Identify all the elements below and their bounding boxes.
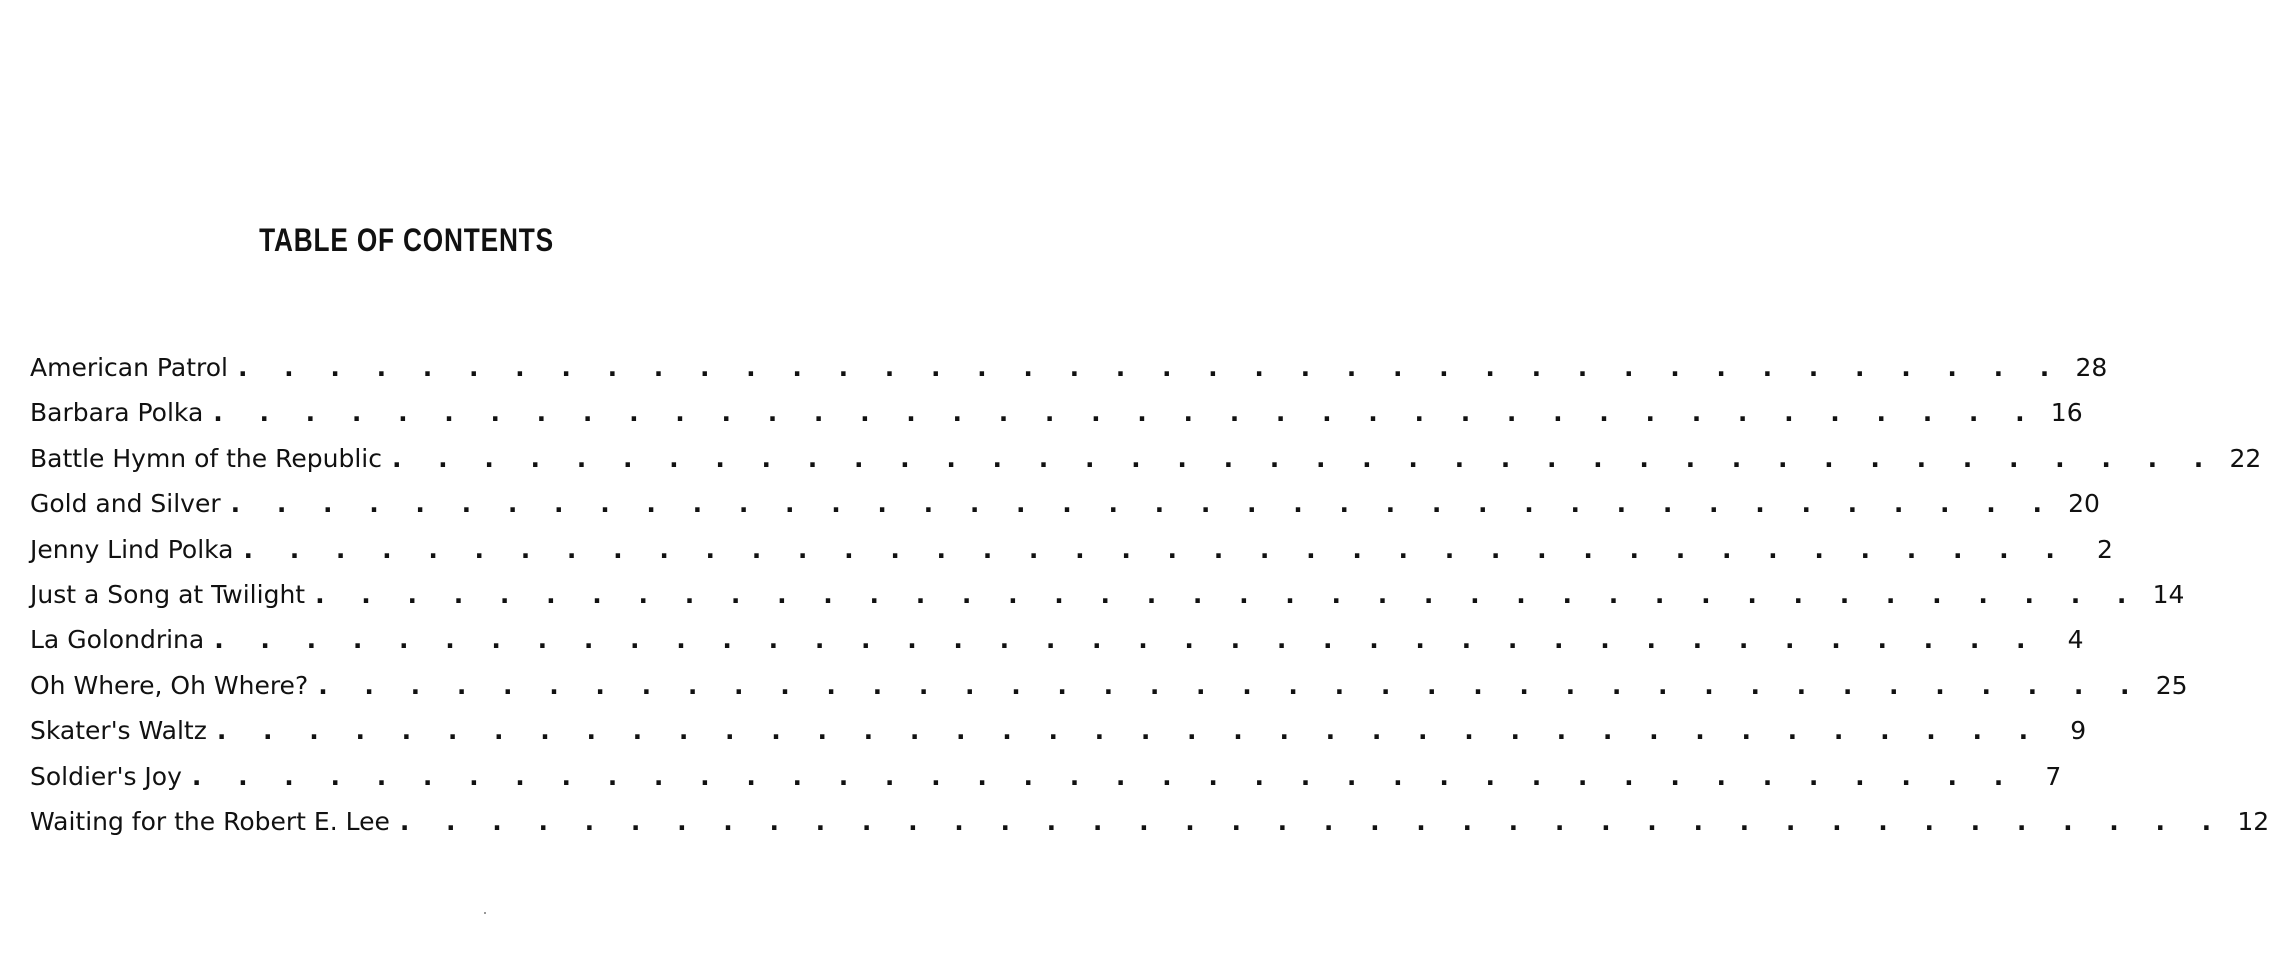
toc-entry-page: 9 (2070, 716, 2087, 746)
toc-entry-title: Waiting for the Robert E. Lee (30, 806, 390, 836)
toc-entry-page: 25 (2155, 670, 2188, 700)
toc-entry-title: Just a Song at Twilight (30, 579, 306, 609)
toc-entry-title: Soldier's Joy (30, 761, 182, 791)
toc-entry-page: 22 (2229, 443, 2262, 473)
toc-entry-title: Skater's Waltz (30, 716, 207, 746)
dot-leader: . . . . . . . . . . . . . . . . . . . . . . . . . . . . . . . . . . . . . . . . (391, 443, 2218, 473)
toc-entry (30, 572, 2185, 617)
toc-entry (30, 390, 2083, 435)
scan-speck (484, 912, 486, 914)
toc-entry-page: 2 (2096, 534, 2113, 564)
toc-entry (30, 436, 2262, 481)
dot-leader: . . . . . . . . . . . . . . . . . . . . . . . . . . . . . . . . . . . . . . . . (216, 716, 2043, 746)
dot-leader: . . . . . . . . . . . . . . . . . . . . . . . . . . . . . . . . . . . . . . . . (315, 579, 2141, 609)
dot-leader: . . . . . . . . . . . . . . . . . . . . . . . . . . . . . . . . . . . . . . . . (214, 625, 2040, 655)
dot-leader: . . . . . . . . . . . . . . . . . . . . . . . . . . . . . . . . . . . . . . . . (399, 806, 2226, 836)
dot-leader: . . . . . . . . . . . . . . . . . . . . . . . . . . . . . . . . . . . . . . . . (191, 761, 2018, 791)
toc-entry-title: American Patrol (30, 353, 228, 382)
dot-leader: . . . . . . . . . . . . . . . . . . . . . . . . . . . . . . . . . . . . . . . . (243, 534, 2069, 564)
dot-leader: . . . . . . . . . . . . . . . . . . . . . . . . . . . . . . . . . . . . . . . . (237, 353, 2064, 382)
toc-entry (30, 617, 2084, 662)
dot-leader: . . . . . . . . . . . . . . . . . . . . . . . . . . . . . . . . . . . . . . . . (213, 398, 2039, 428)
page-title: TABLE OF CONTENTS (259, 222, 554, 258)
toc-entry (30, 345, 2108, 390)
dot-leader: . . . . . . . . . . . . . . . . . . . . . . . . . . . . . . . . . . . . . . . . (318, 670, 2144, 700)
toc-entry-title: Jenny Lind Polka (30, 534, 234, 564)
toc-entry-title: Oh Where, Oh Where? (30, 670, 309, 700)
toc-entry-title: Gold and Silver (30, 489, 221, 519)
toc-entry (30, 527, 2113, 572)
toc-entry-title: Battle Hymn of the Republic (30, 443, 382, 473)
toc-entry-page: 20 (2068, 489, 2100, 519)
dot-leader: . . . . . . . . . . . . . . . . . . . . . . . . . . . . . . . . . . . . . . . . (230, 489, 2056, 519)
toc-entry-page: 7 (2045, 761, 2062, 791)
toc-entry-title: La Golondrina (30, 625, 205, 655)
toc-entry-title: Barbara Polka (30, 398, 204, 428)
toc-entry-page: 28 (2075, 353, 2108, 382)
toc-entry (30, 799, 2269, 844)
toc-entry-page: 14 (2152, 579, 2185, 609)
toc-entry-page: 4 (2067, 625, 2084, 655)
table-of-contents (30, 345, 2269, 844)
toc-entry (30, 663, 2188, 708)
toc-entry (30, 754, 2062, 799)
toc-entry (30, 708, 2087, 753)
toc-entry (30, 481, 2100, 526)
toc-entry-page: 16 (2050, 398, 2083, 428)
toc-entry-page: 12 (2237, 806, 2269, 836)
